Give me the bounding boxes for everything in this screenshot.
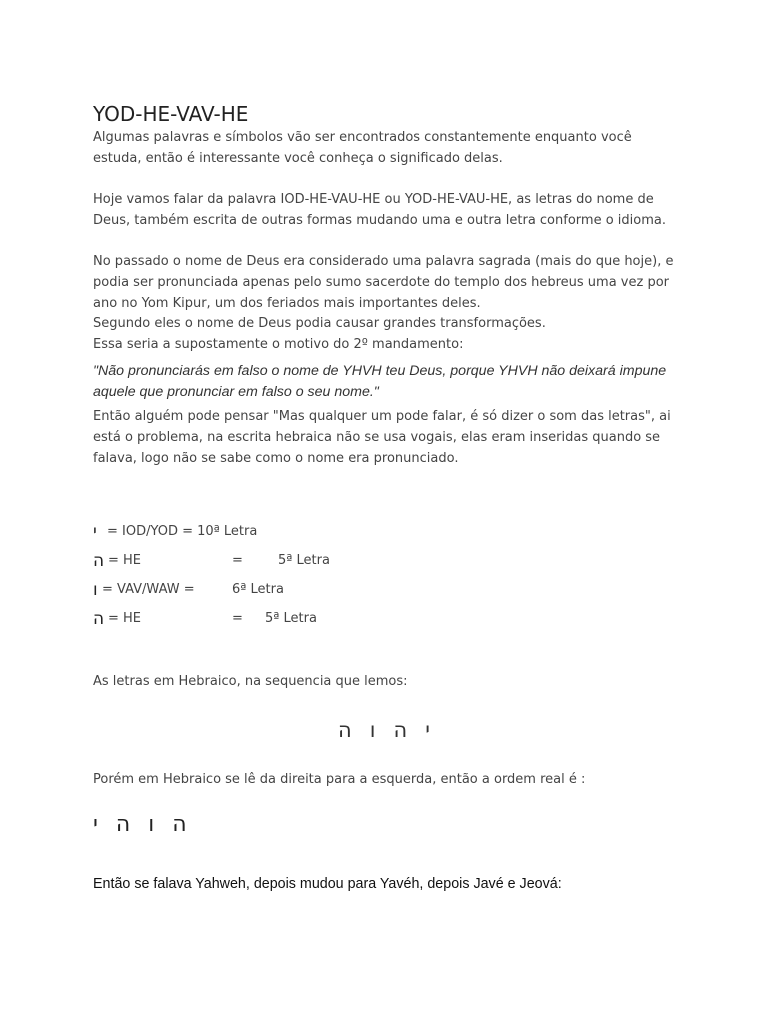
page-title: YOD-HE-VAV-HE [93,102,249,126]
quote-line-1: "Não pronunciarás em falso o nome de YHVH teu Deus, porque YHVH não deixará impune [93,363,667,380]
explain-line-1: Então alguém pode pensar "Mas qualquer um pode falar, é só dizer o som das letras", ai [93,409,671,425]
today-line-2: Deus, também escrita de outras formas mudando uma e outra letra conforme o idioma. [93,212,666,228]
letter-name: = IOD/YOD = 10ª Letra [107,524,258,539]
intro-line-2: estuda, então é interessante você conheça o significado delas. [93,150,503,166]
quote-line-2: aquele que pronunciar em falso o seu nome." [93,384,379,401]
hebrew-letter-vav: ו [93,580,98,600]
spacer [93,231,683,252]
explain-line-3: falava, logo não se sabe como o nome era pronunciado. [93,450,459,466]
hebrew-letter: ה [393,718,408,742]
sequence-intro: As letras em Hebraico, na sequencia que lemos: [93,674,408,689]
spacer [93,169,683,190]
hebrew-letter: ו [369,718,376,742]
past-line-4: Segundo eles o nome de Deus podia causar grandes transformações. [93,316,546,332]
letter-name: = HE [108,553,142,568]
past-line-3: ano no Yom Kipur, um dos feriados mais importantes deles. [93,295,481,311]
commandment-quote [93,361,683,403]
past-line-1: No passado o nome de Deus era considerado uma palavra sagrada (mais do que hoje), e [93,254,674,270]
letter-ordinal: 5ª Letra [278,553,330,568]
final-sentence: Então se falava Yahweh, depois mudou para Yavéh, depois Javé e Jeová: [93,876,562,892]
hebrew-letter: י [93,812,98,837]
intro-line-1: Algumas palavras e símbolos vão ser encontrados constantemente enquanto você [93,130,632,145]
letter-name: = HE [108,611,142,626]
letter-ordinal: 5ª Letra [265,611,317,626]
today-line-1: Hoje vamos falar da palavra IOD-HE-VAU-HE ou YOD-HE-VAU-HE, as letras do nome de [93,192,654,208]
letter-ordinal: 6ª Letra [232,582,284,597]
hebrew-sequence-real [93,812,205,837]
hebrew-letter: ה [338,718,352,742]
hebrew-letter-he: ה [93,609,105,629]
hebrew-letter: ו [148,812,155,837]
real-order-intro: Porém em Hebraico se lê da direita para a esquerda, então a ordem real é : [93,772,586,787]
document-body [93,100,683,469]
past-line-5: Essa seria a supostamente o motivo do 2º mandamento: [93,336,464,352]
explain-line-2: está o problema, na escrita hebraica não se usa vogais, elas eram inseridas quando se [93,429,661,445]
letter-name: = VAV/WAW = [102,582,195,597]
hebrew-letter: ה [115,812,131,837]
hebrew-sequence-read [338,718,448,742]
past-line-2: podia ser pronunciada apenas pelo sumo sacerdote do templo dos hebreus uma vez por [93,274,669,290]
hebrew-letter-yod: י [93,522,97,542]
letter-equals: = [232,611,243,626]
letter-equals: = [232,553,243,568]
hebrew-letter: י [425,718,430,742]
hebrew-letter-he: ה [93,551,105,571]
hebrew-letter: ה [172,812,187,837]
